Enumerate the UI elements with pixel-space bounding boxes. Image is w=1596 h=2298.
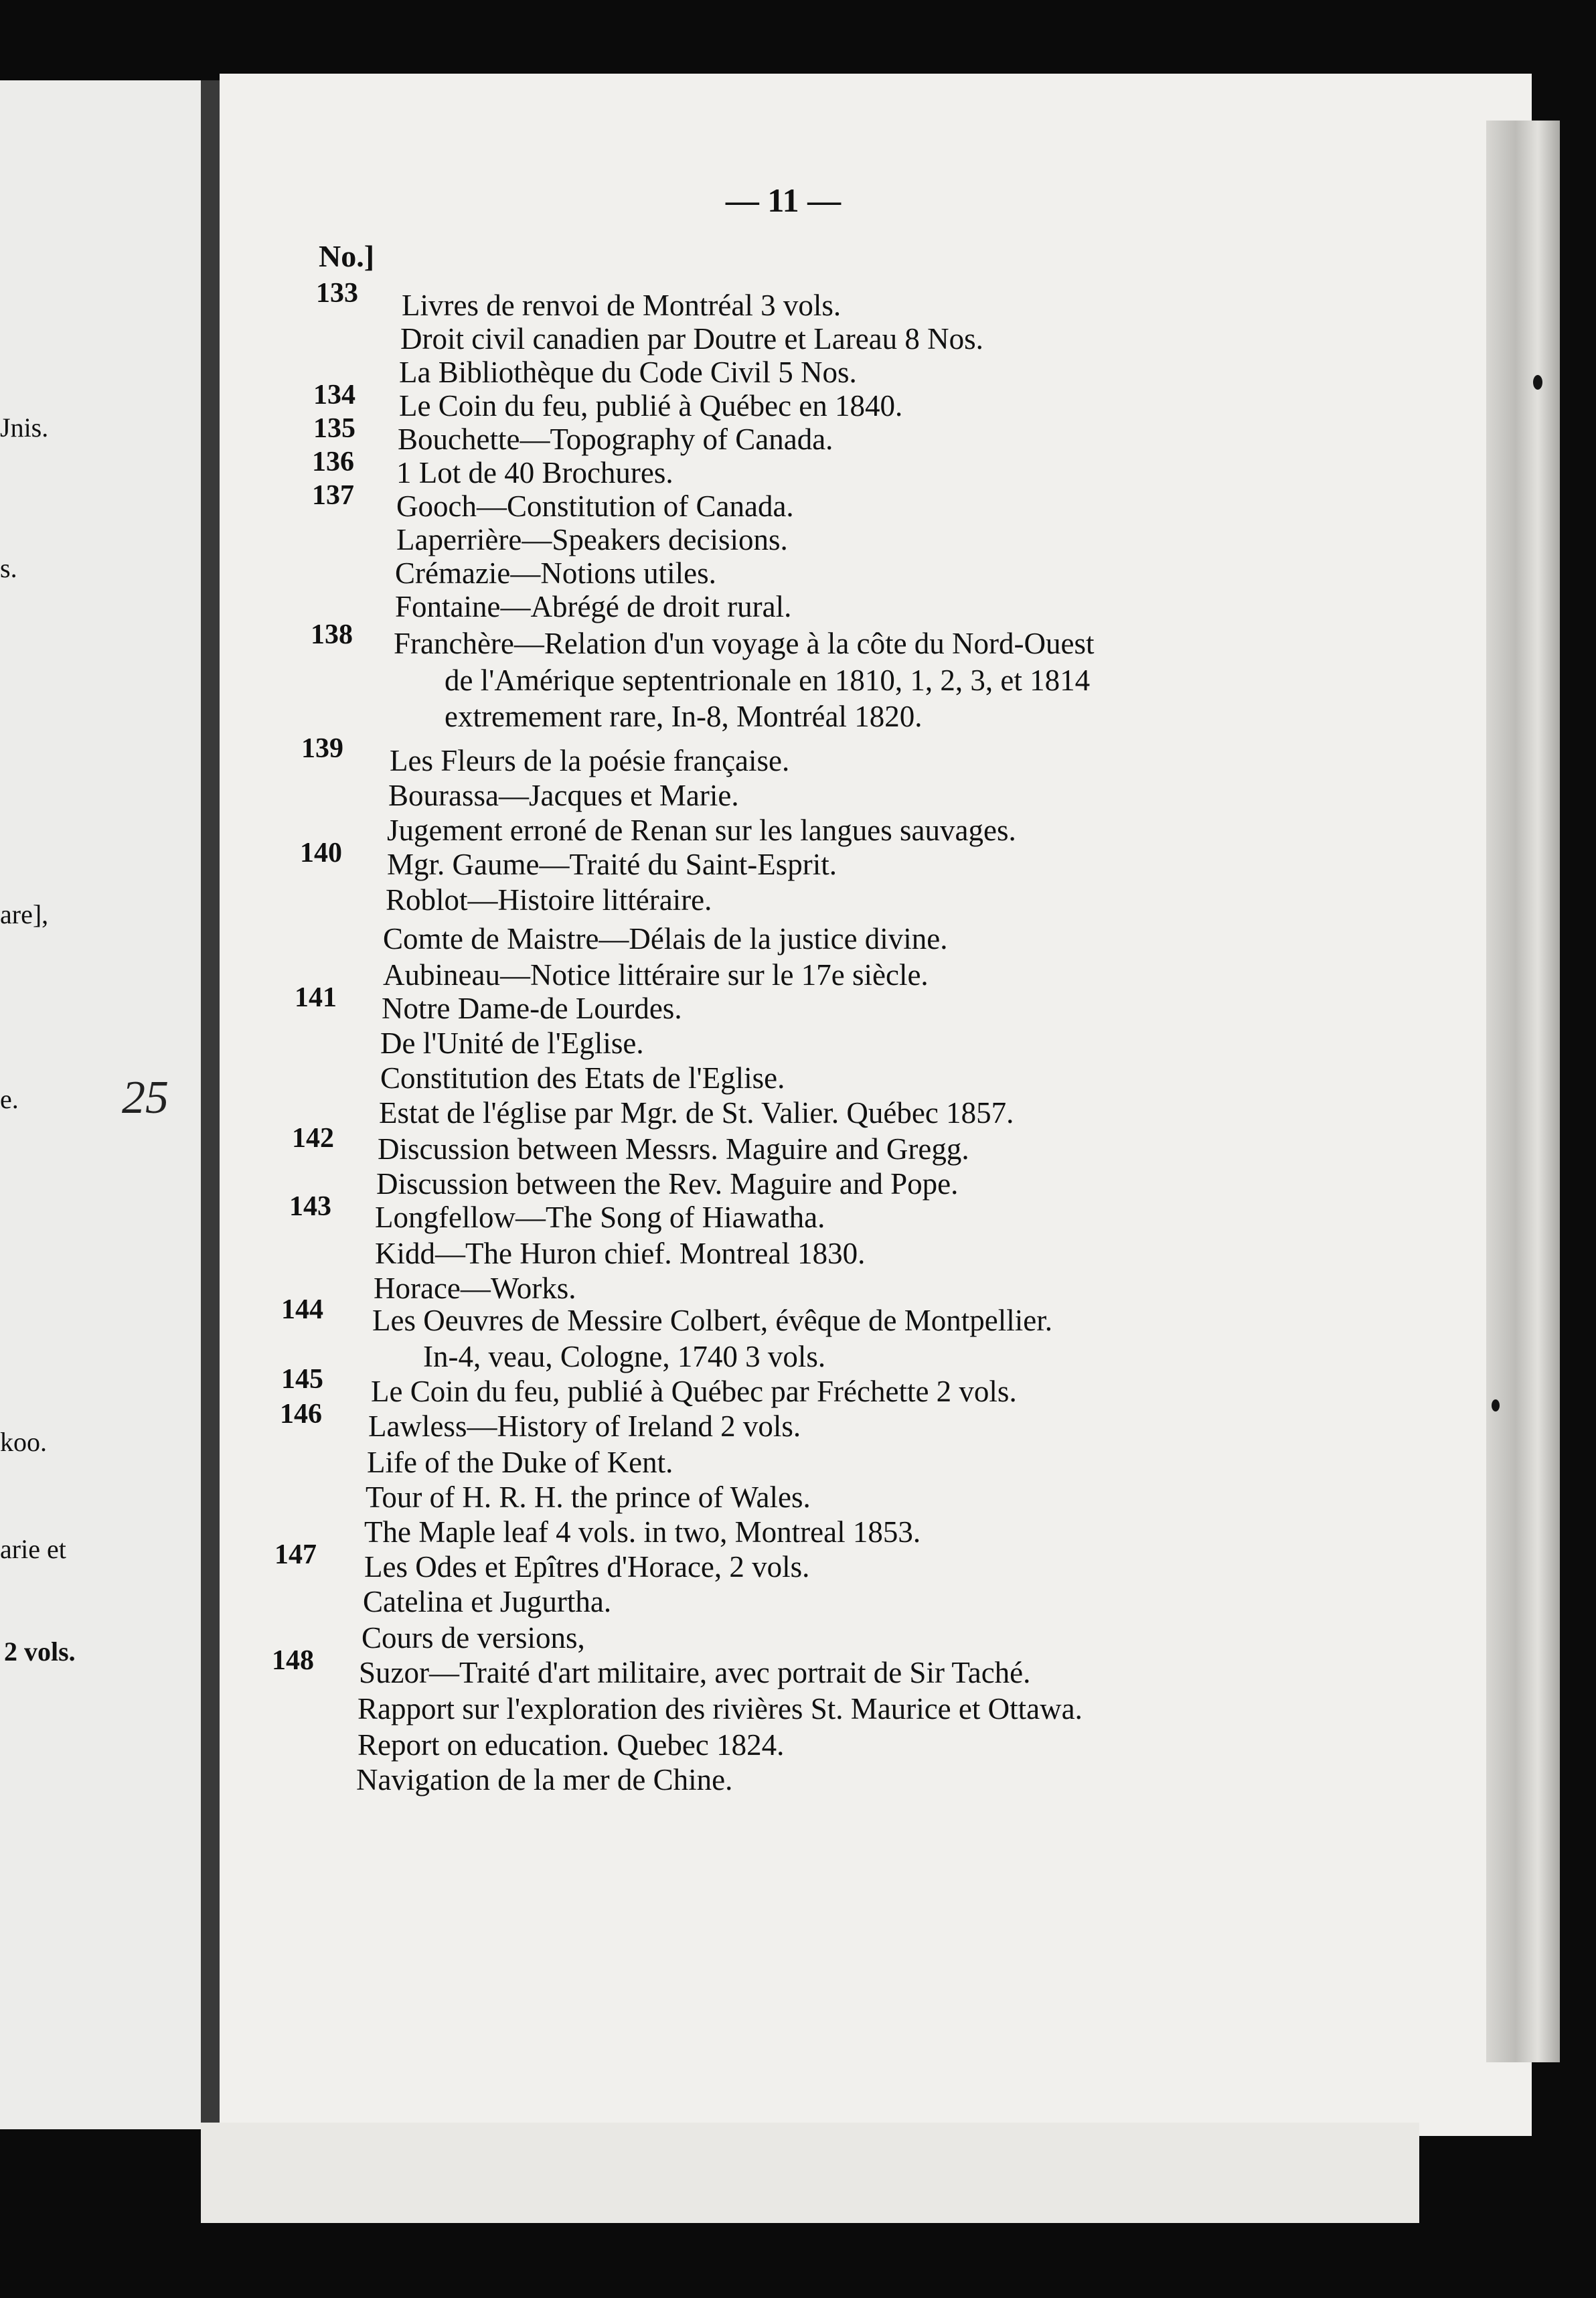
- left-page-fragment: arie et: [0, 1534, 66, 1564]
- entry-line: Catelina et Jugurtha.: [363, 1585, 612, 1618]
- entry-line: Bourassa—Jacques et Marie.: [388, 779, 739, 812]
- entry-number: 144: [281, 1294, 323, 1325]
- entry-number: 133: [316, 278, 358, 309]
- page-bottom-flap: [201, 2123, 1419, 2223]
- entry-line: Bouchette—Topography of Canada.: [398, 423, 833, 456]
- entry-line: Droit civil canadien par Doutre et Lareau 8 Nos.: [400, 322, 983, 356]
- entry-number: 134: [313, 380, 355, 410]
- entry-number: 135: [313, 413, 355, 444]
- entry-line: Livres de renvoi de Montréal 3 vols.: [402, 289, 842, 322]
- entry-line: Constitution des Etats de l'Eglise.: [380, 1061, 785, 1095]
- entry-line: Rapport sur l'exploration des rivières St. Maurice et Ottawa.: [357, 1692, 1083, 1726]
- entry-line: Comte de Maistre—Délais de la justice divine.: [383, 922, 948, 955]
- entry-line: Longfellow—The Song of Hiawatha.: [375, 1201, 825, 1234]
- entry-line: La Bibliothèque du Code Civil 5 Nos.: [399, 356, 857, 389]
- entry-number: 148: [272, 1645, 314, 1676]
- entry-line: De l'Unité de l'Eglise.: [380, 1026, 644, 1060]
- entry-number: 140: [300, 838, 342, 868]
- entry-line: Gooch—Constitution of Canada.: [396, 489, 794, 523]
- entry-line: 1 Lot de 40 Brochures.: [396, 456, 673, 489]
- entry-line: Kidd—The Huron chief. Montreal 1830.: [375, 1237, 866, 1270]
- pencil-annotation: 25: [122, 1072, 169, 1124]
- entry-line: Suzor—Traité d'art militaire, avec portrait de Sir Taché.: [359, 1656, 1031, 1689]
- entry-number: 142: [292, 1123, 334, 1154]
- entry-line: Les Fleurs de la poésie française.: [390, 744, 790, 777]
- entry-line: Estat de l'église par Mgr. de St. Valier. Québec 1857.: [379, 1096, 1014, 1130]
- entry-line: Cours de versions,: [362, 1621, 585, 1655]
- page-number: — 11 —: [725, 181, 842, 219]
- entry-line: Navigation de la mer de Chine.: [356, 1763, 733, 1796]
- entry-line: Aubineau—Notice littéraire sur le 17e siècle.: [383, 958, 929, 992]
- entry-line: extremement rare, In-8, Montréal 1820.: [445, 700, 923, 733]
- entry-line: Discussion between the Rev. Maguire and Pope.: [376, 1167, 959, 1201]
- ink-spot: [1492, 1399, 1500, 1411]
- entry-line: Mgr. Gaume—Traité du Saint-Esprit.: [387, 848, 837, 881]
- entry-number: 146: [280, 1399, 322, 1430]
- left-page-fragment: are],: [0, 899, 49, 929]
- entry-number: 139: [301, 733, 343, 764]
- entry-line: Roblot—Histoire littéraire.: [386, 883, 712, 917]
- entry-line: Horace—Works.: [374, 1272, 576, 1305]
- left-page-fragment: e.: [0, 1084, 19, 1114]
- entry-line: Crémazie—Notions utiles.: [395, 556, 716, 590]
- left-page-fragment: koo.: [0, 1427, 47, 1457]
- entry-number: 145: [281, 1364, 323, 1395]
- entry-line: Les Oeuvres de Messire Colbert, évêque de Montpellier.: [372, 1304, 1052, 1337]
- entry-line: Le Coin du feu, publié à Québec en 1840.: [399, 389, 903, 423]
- entry-line: Lawless—History of Ireland 2 vols.: [368, 1409, 801, 1443]
- entry-line: Fontaine—Abrégé de droit rural.: [395, 590, 792, 623]
- page-edge: [1486, 121, 1560, 2062]
- entry-number: 136: [312, 447, 354, 477]
- ink-spot: [1533, 375, 1542, 390]
- left-page-fragment: 2 vols.: [4, 1636, 76, 1667]
- entry-line: Laperrière—Speakers decisions.: [396, 523, 788, 556]
- entry-number: 141: [295, 982, 337, 1013]
- entry-line: Notre Dame-de Lourdes.: [382, 992, 682, 1025]
- entry-line: Life of the Duke of Kent.: [367, 1446, 673, 1479]
- entry-number: 147: [274, 1539, 317, 1570]
- left-page-fragment: Jnis.: [0, 412, 49, 443]
- left-page-fragment: s.: [0, 553, 17, 583]
- column-header-no: No.]: [319, 239, 375, 273]
- entry-line: Franchère—Relation d'un voyage à la côte du Nord-Ouest: [394, 627, 1095, 660]
- left-facing-page: [0, 80, 203, 2129]
- entry-number: 137: [312, 480, 354, 511]
- page-gutter-shadow: [201, 80, 220, 2129]
- entry-line: Les Odes et Epîtres d'Horace, 2 vols.: [364, 1550, 810, 1584]
- entry-line: Report on education. Quebec 1824.: [357, 1728, 785, 1762]
- entry-line: de l'Amérique septentrionale en 1810, 1, 2, 3, et 1814: [445, 664, 1091, 697]
- entry-line: Le Coin du feu, publié à Québec par Fréchette 2 vols.: [371, 1375, 1017, 1408]
- entry-line: Discussion between Messrs. Maguire and Gregg.: [378, 1132, 969, 1166]
- entry-line: The Maple leaf 4 vols. in two, Montreal 1853.: [364, 1515, 921, 1549]
- entry-number: 138: [311, 619, 353, 650]
- entry-line: In-4, veau, Cologne, 1740 3 vols.: [423, 1340, 826, 1373]
- entry-line: Jugement erroné de Renan sur les langues sauvages.: [387, 814, 1016, 847]
- entry-line: Tour of H. R. H. the prince of Wales.: [366, 1480, 811, 1514]
- entry-number: 143: [289, 1191, 331, 1222]
